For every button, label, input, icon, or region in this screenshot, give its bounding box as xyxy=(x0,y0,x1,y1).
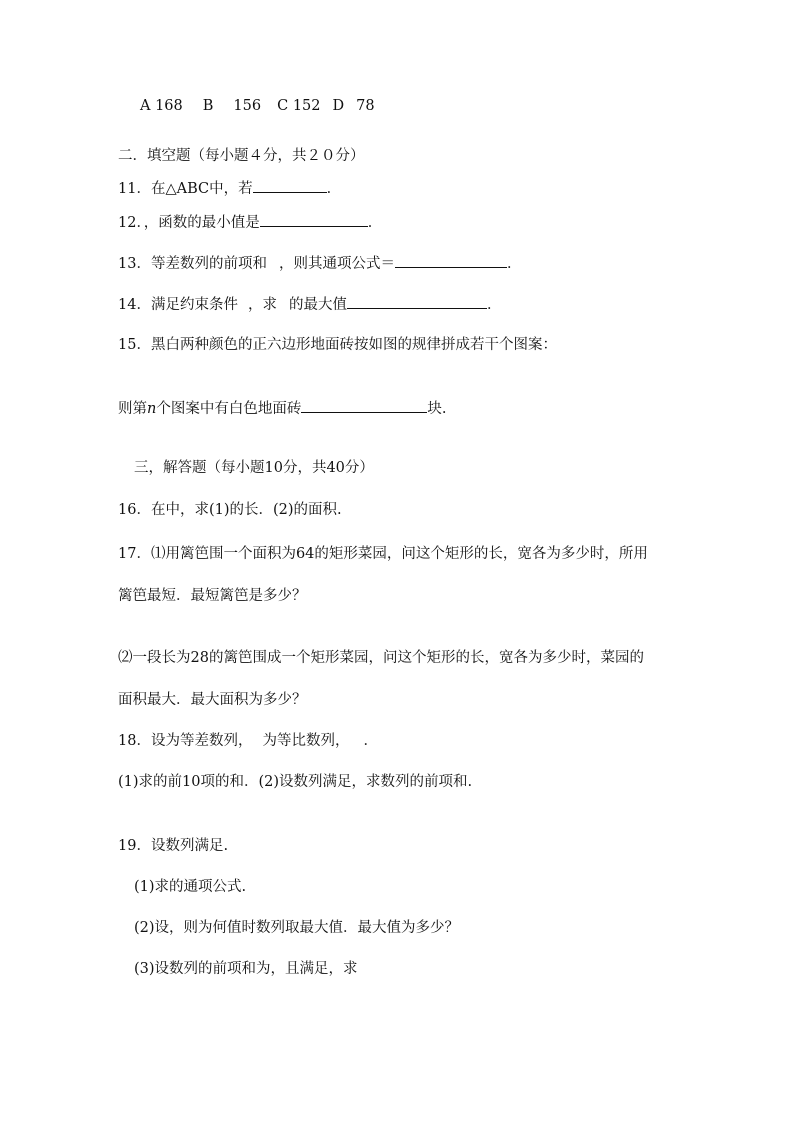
q11-text: 11．在△ABC中，若 xyxy=(118,181,253,197)
option-d: D xyxy=(332,98,345,114)
question-17-line3: ⑵一段长为28的篱笆围成一个矩形菜园，问这个矩形的长，宽各为多少时，菜园的 xyxy=(118,650,644,666)
option-b-value: 156 xyxy=(233,98,262,114)
question-12 xyxy=(118,212,382,232)
q14-suffix: ． xyxy=(486,297,502,313)
q15-blank[interactable] xyxy=(301,398,427,413)
question-19-line1: 19．设数列满足. xyxy=(118,838,229,854)
q15-variable-n: n xyxy=(147,401,157,417)
section2-heading: 二．填空题（每小题４分，共２０分） xyxy=(118,148,365,164)
question-14 xyxy=(118,294,501,314)
question-18-line2: (1)求的前10项的和．(2)设数列满足，求数列的前项和. xyxy=(118,774,473,790)
q15-follow-prefix: 则第 xyxy=(118,401,147,417)
answer-options xyxy=(140,96,375,116)
q14-blank[interactable] xyxy=(347,294,487,309)
q12-text: 12．，函数的最小值是 xyxy=(118,215,260,231)
q14-text: 14．满足约束条件 xyxy=(118,297,238,313)
question-16: 16．在中，求(1)的长．(2)的面积. xyxy=(118,502,342,518)
question-17-line2: 篱笆最短．最短篱笆是多少？ xyxy=(118,588,307,604)
q18-text-c: ． xyxy=(363,733,378,749)
q11-blank[interactable] xyxy=(253,178,327,193)
question-17-line1: 17．⑴用篱笆围一个面积为64的矩形菜园，问这个矩形的长，宽各为多少时，所用 xyxy=(118,546,648,562)
question-11 xyxy=(118,178,341,198)
q13-suffix: ． xyxy=(506,256,522,272)
q15-follow-suffix: 块. xyxy=(427,401,447,417)
q14-mid2: 的最大值 xyxy=(288,297,347,313)
question-15: 15．黑白两种颜色的正六边形地面砖按如图的规律拼成若干个图案： xyxy=(118,337,557,353)
question-19-sub3: (3)设数列的前项和为，且满足，求 xyxy=(134,961,358,977)
option-c: C 152 xyxy=(277,98,321,114)
option-a: A 168 xyxy=(140,98,183,114)
section3-heading: 三，解答题（每小题10分，共40分） xyxy=(134,460,374,476)
question-19-sub2: (2)设，则为何值时数列取最大值．最大值为多少？ xyxy=(134,920,460,936)
q12-blank[interactable] xyxy=(260,212,368,227)
q15-follow-mid: 个图案中有白色地面砖 xyxy=(156,401,302,417)
q14-mid1: ，求 xyxy=(247,297,277,313)
question-13 xyxy=(118,253,521,273)
q12-suffix: ． xyxy=(367,215,383,231)
q11-suffix: ． xyxy=(326,181,342,197)
q13-text: 13．等差数列的前项和 xyxy=(118,256,267,272)
question-18-line1 xyxy=(118,731,378,751)
q13-blank[interactable] xyxy=(395,253,507,268)
question-19-sub1: (1)求的通项公式. xyxy=(134,879,247,895)
option-b: B xyxy=(202,98,214,114)
q18-text-b: 为等比数列， xyxy=(262,733,350,749)
q13-mid: ，则其通项公式＝ xyxy=(278,256,395,272)
q18-text-a: 18．设为等差数列， xyxy=(118,733,253,749)
option-d-value: 78 xyxy=(356,98,375,114)
question-15-follow xyxy=(118,398,446,418)
question-17-line4: 面积最大．最大面积为多少？ xyxy=(118,692,307,708)
